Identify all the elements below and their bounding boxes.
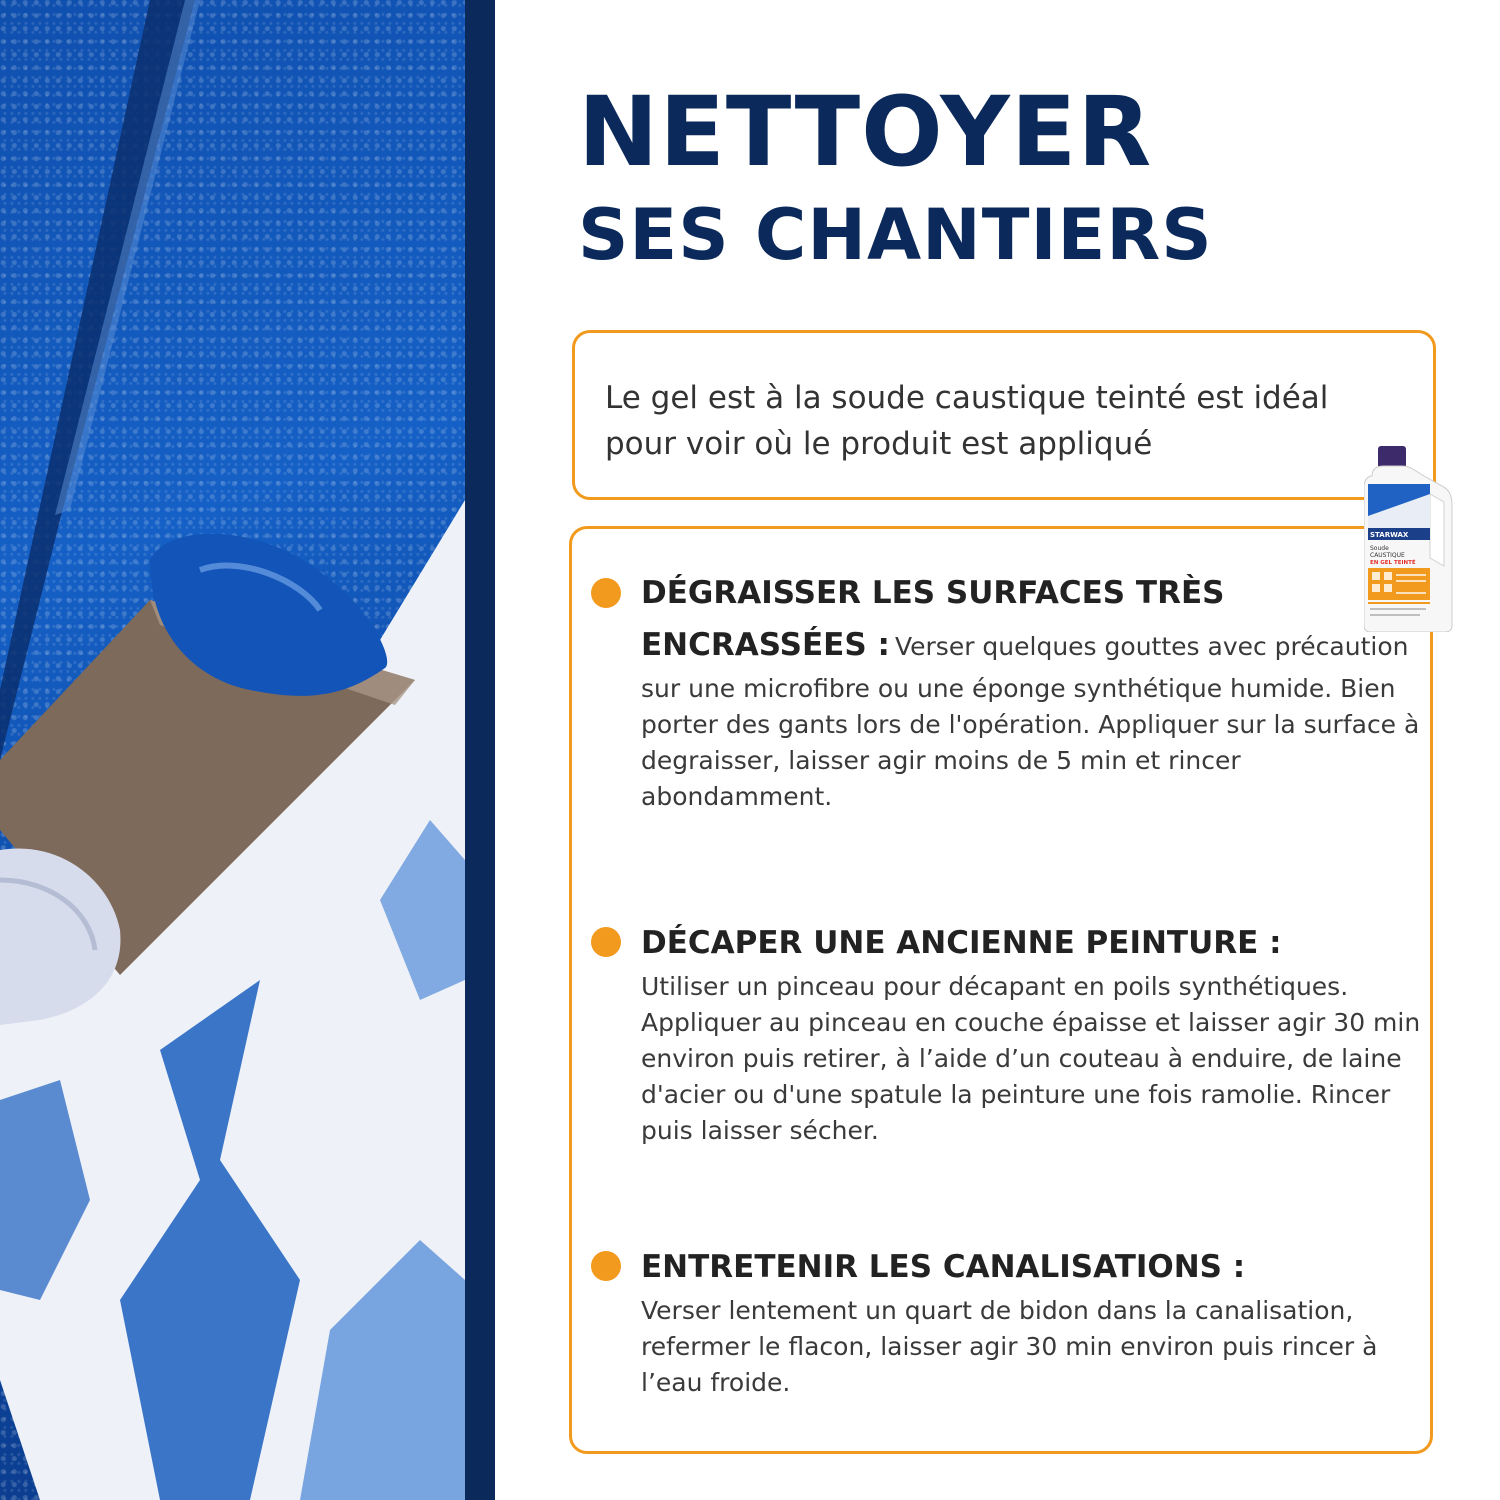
product-line-3: EN GEL TEINTÉ xyxy=(1370,560,1416,566)
intro-box xyxy=(572,330,1436,500)
paint-scraping-photo xyxy=(0,0,465,1500)
bullet-icon xyxy=(591,578,621,608)
usage-item-degreaser xyxy=(641,567,1421,815)
usage-text: Verser lentement un quart de bidon dans la canalisation, refermer le flacon, laisser agir 30 min environ puis rincer à l’eau froide. xyxy=(641,1296,1378,1397)
product-brand: STARWAX xyxy=(1370,531,1409,539)
usage-item-paint-stripping xyxy=(641,917,1421,1149)
usage-heading: DÉCAPER UNE ANCIENNE PEINTURE : xyxy=(641,925,1282,961)
product-line-1: Soude xyxy=(1370,545,1389,552)
usage-text: Utiliser un pinceau pour décapant en poils synthétiques. Appliquer au pinceau en couche épaisse et laisser agir 30 min environ puis retirer, à l’aide d’un couteau à enduire, de laine d'acier ou d'une spatule la peinture une fois ramolie. Rincer puis laisser sécher. xyxy=(641,972,1421,1145)
navy-divider-stripe xyxy=(465,0,495,1500)
intro-text: Le gel est à la soude caustique teinté est idéal pour voir où le produit est appliqué xyxy=(605,380,1329,462)
title-line-2: SES CHANTIERS xyxy=(578,194,1213,276)
usage-text: Verser quelques gouttes avec précaution sur une microfibre ou une éponge synthétique humide. Bien porter des gants lors de l'opération. Appliquer sur la surface à degraisser, laisser agir moins de 5 min et rincer abondamment. xyxy=(641,632,1420,811)
usage-box xyxy=(569,526,1433,1454)
product-bottle-image xyxy=(1364,446,1454,632)
title-line-1: NETTOYER xyxy=(578,76,1153,188)
bullet-icon xyxy=(591,1251,621,1281)
product-line-2: CAUSTIQUE xyxy=(1370,552,1405,559)
usage-heading: ENTRETENIR LES CANALISATIONS : xyxy=(641,1249,1246,1285)
bullet-icon xyxy=(591,927,621,957)
usage-item-pipes xyxy=(641,1241,1421,1401)
usage-heading: DÉGRAISSER LES SURFACES TRÈS ENCRASSÉES : xyxy=(641,575,1225,663)
